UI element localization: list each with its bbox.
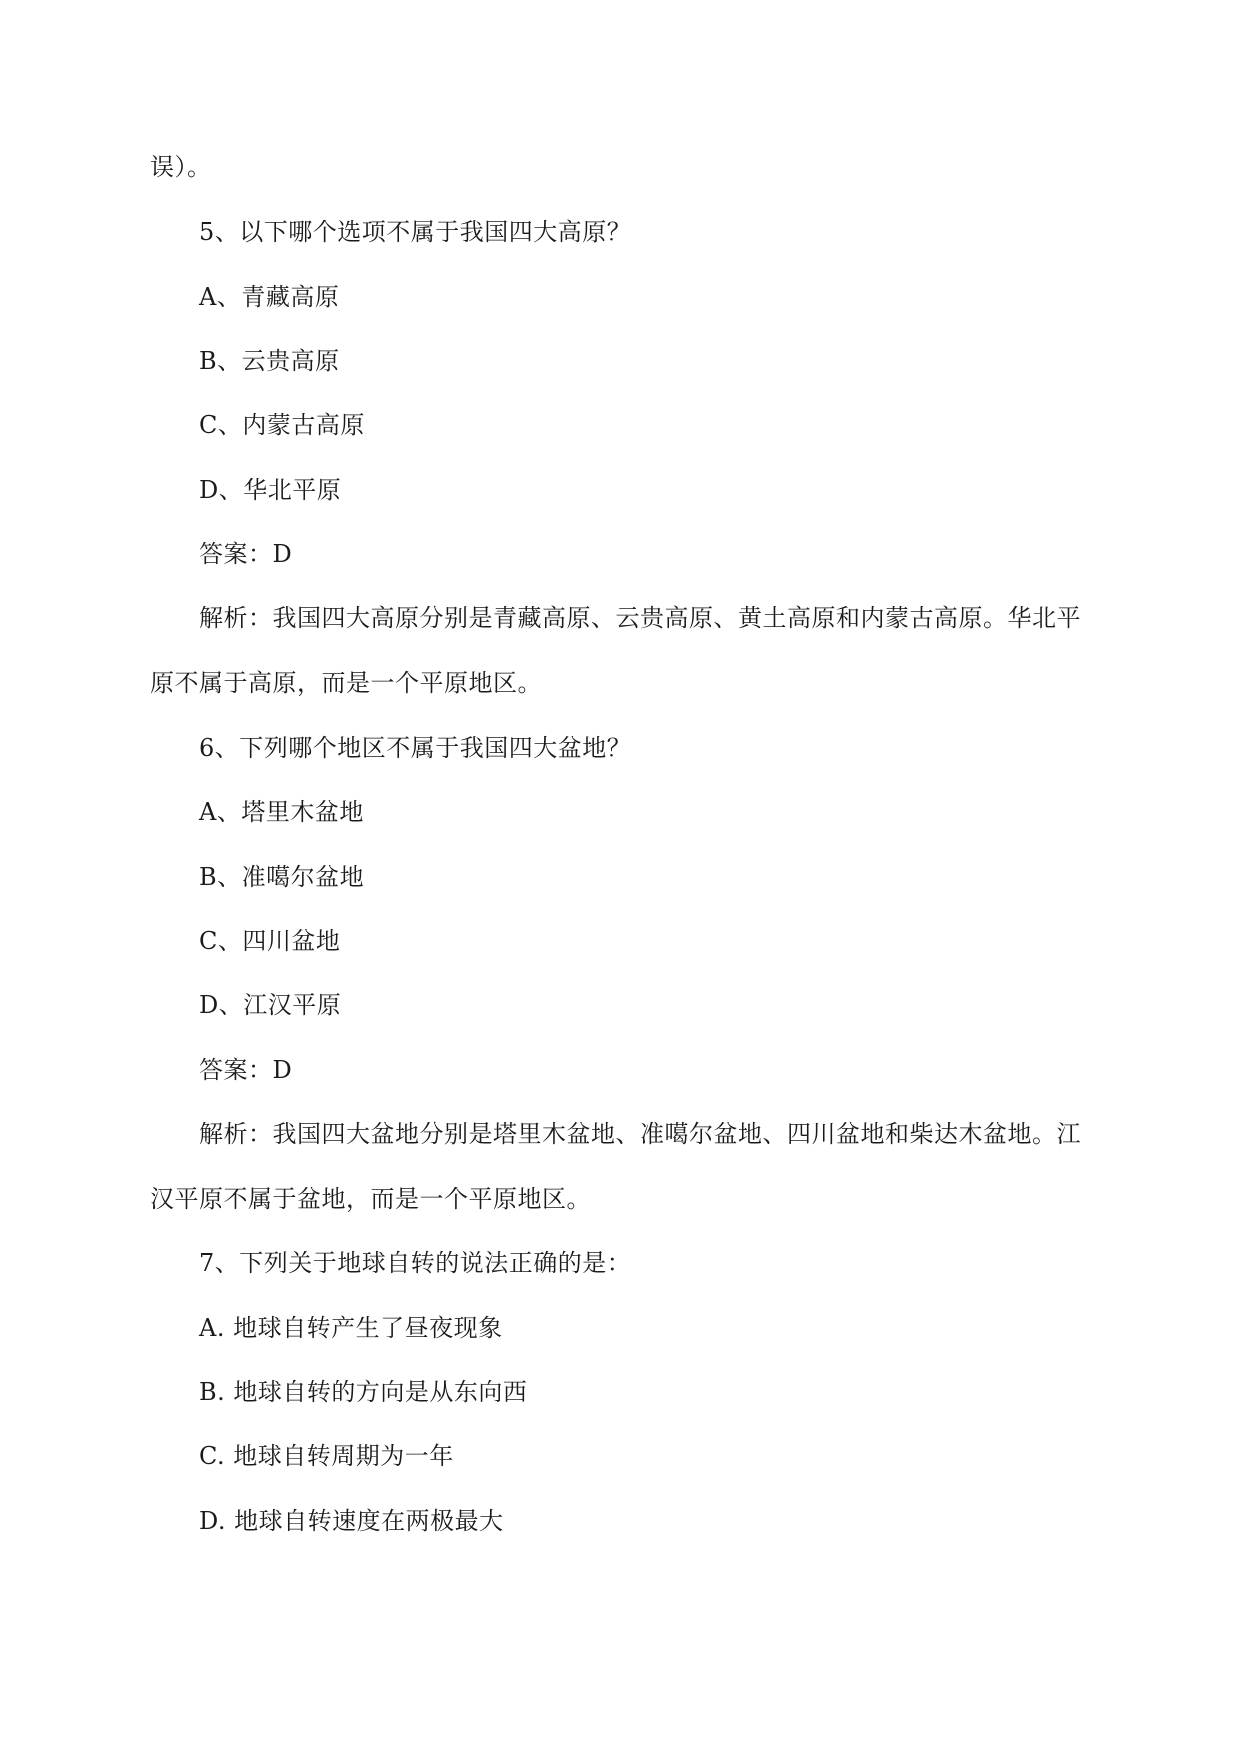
question-6-answer: 答案：D xyxy=(199,1056,293,1084)
question-5-analysis-line-2: 原不属于高原，而是一个平原地区。 xyxy=(150,669,542,697)
question-7-stem: 7、下列关于地球自转的说法正确的是： xyxy=(199,1249,632,1277)
question-7-option-a: A. 地球自转产生了昼夜现象 xyxy=(199,1314,503,1342)
question-6-stem: 6、下列哪个地区不属于我国四大盆地？ xyxy=(199,734,632,762)
question-5-stem: 5、以下哪个选项不属于我国四大高原？ xyxy=(199,218,632,246)
question-6-analysis-line-2: 汉平原不属于盆地，而是一个平原地区。 xyxy=(150,1185,591,1213)
question-6-option-d: D、江汉平原 xyxy=(199,991,342,1019)
question-6-option-b: B、准噶尔盆地 xyxy=(199,863,365,891)
question-5-option-c: C、内蒙古高原 xyxy=(199,411,365,439)
continuation-text: 误）。 xyxy=(150,153,212,181)
question-5-option-a: A、青藏高原 xyxy=(199,283,340,311)
question-7-option-b: B. 地球自转的方向是从东向西 xyxy=(199,1378,528,1406)
question-7-option-d: D. 地球自转速度在两极最大 xyxy=(199,1507,504,1535)
question-7-option-c: C. 地球自转周期为一年 xyxy=(199,1442,454,1470)
question-6-option-c: C、四川盆地 xyxy=(199,927,341,955)
question-6-analysis-line-1: 解析：我国四大盆地分别是塔里木盆地、准噶尔盆地、四川盆地和柴达木盆地。江 xyxy=(199,1120,1081,1148)
question-5-analysis-line-1: 解析：我国四大高原分别是青藏高原、云贵高原、黄土高原和内蒙古高原。华北平 xyxy=(199,604,1081,632)
question-5-answer: 答案：D xyxy=(199,540,293,568)
question-5-option-b: B、云贵高原 xyxy=(199,347,340,375)
question-5-option-d: D、华北平原 xyxy=(199,476,342,504)
question-6-option-a: A、塔里木盆地 xyxy=(199,798,364,826)
